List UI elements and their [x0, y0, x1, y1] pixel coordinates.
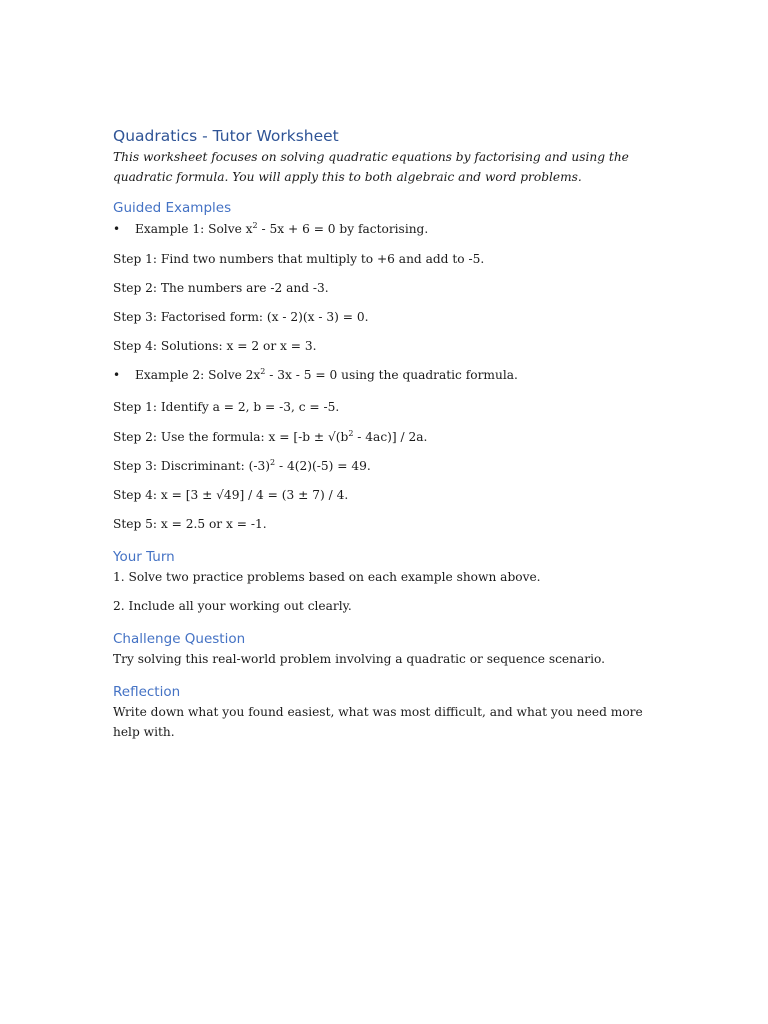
your-turn-heading: Your Turn [113, 549, 175, 565]
reflection-heading: Reflection [113, 684, 181, 700]
example-2-step-2: Step 2: Use the formula: $x = [-b \pm √(b^2 - 4ac)] / 2a$. [113, 429, 428, 444]
example-2-step-4: Step 4: x = [3 ± √49] / 4 = (3 ± 7) / 4. [113, 488, 349, 502]
example-2-label: Example 2: Solve $2x^2 - 3x - 5 = 0$ using the quadratic formula. [135, 367, 518, 382]
example-1-step-2: Step 2: The numbers are -2 and -3. [113, 281, 329, 295]
page-title: Quadratics - Tutor Worksheet [113, 127, 339, 145]
example-1-step-1: Step 1: Find two numbers that multiply to +6 and add to -5. [113, 252, 485, 266]
challenge-text: Try solving this real-world problem involving a quadratic or sequence scenario. [113, 652, 605, 666]
example-2-bullet [113, 365, 653, 385]
intro-text: This worksheet focuses on solving quadratic equations by factorising and using the quadratic formula. You will apply this to both algebraic and word problems. [113, 150, 629, 184]
example-1-bullet [113, 219, 653, 239]
guided-examples-heading: Guided Examples [113, 200, 232, 216]
example-1-label: Example 1: Solve $x^2 - 5x + 6 = 0$ by factorising. [135, 221, 429, 236]
bullet-glyph: • [113, 222, 121, 236]
your-turn-item-1: 1. Solve two practice problems based on each example shown above. [113, 570, 541, 584]
example-2-step-1: Step 1: Identify a = 2, b = -3, c = -5. [113, 400, 340, 414]
your-turn-item-2: 2. Include all your working out clearly. [113, 599, 352, 613]
bullet-glyph: • [113, 368, 121, 382]
example-2-step-3: Step 3: Discriminant: $(-3)^2 - 4(2)(-5) = 49$. [113, 458, 371, 473]
example-1-step-4: Step 4: Solutions: x = 2 or x = 3. [113, 339, 317, 353]
reflection-text: Write down what you found easiest, what was most difficult, and what you need more help with. [113, 705, 643, 739]
example-1-step-3: Step 3: Factorised form: (x - 2)(x - 3) = 0. [113, 310, 369, 324]
challenge-heading: Challenge Question [113, 631, 246, 647]
example-2-step-5: Step 5: x = 2.5 or x = -1. [113, 517, 267, 531]
worksheet-page [113, 126, 653, 742]
